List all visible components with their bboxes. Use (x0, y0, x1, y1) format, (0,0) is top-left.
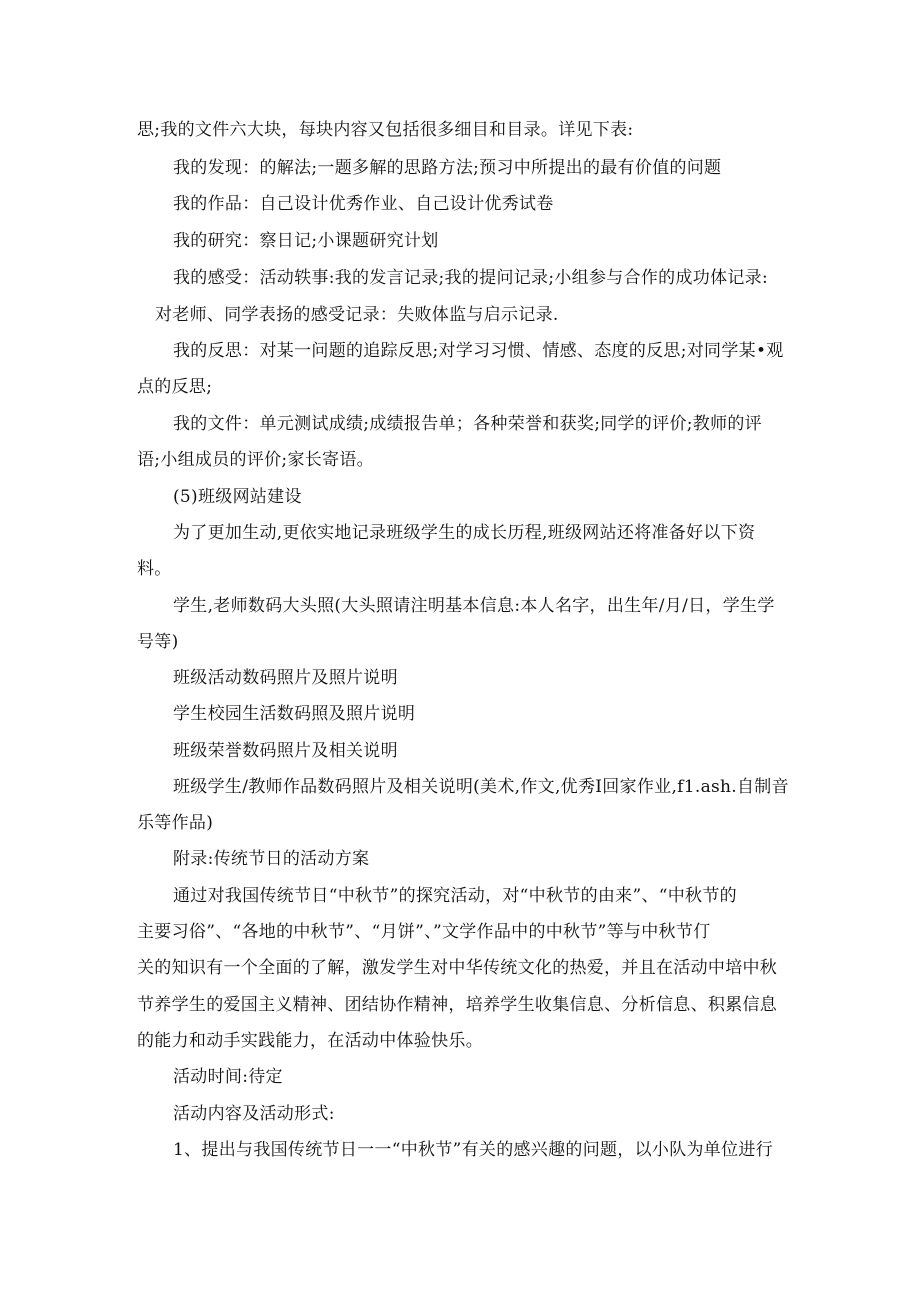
text-line: 的能力和动手实践能力，在活动中体验快乐。 (137, 1031, 483, 1051)
text-line: 为了更加生动,更依实地记录班级学生的成长历程,班级网站还将准备好以下资 (173, 523, 756, 543)
text-line: 我的研究：察日记;小课题研究计划 (173, 231, 439, 251)
text-line: 1、提出与我国传统节日一一“中秋节”有关的感兴趣的问题，以小队为单位进行 (173, 1140, 773, 1160)
text-line: 料。 (137, 559, 172, 579)
text-line: 点的反思; (137, 377, 213, 397)
text-line: 学生校园生活数码照及照片说明 (173, 704, 416, 724)
text-line: 学生,老师数码大头照(大头照请注明基本信息:本人名字，出生年/月/日，学生学 (173, 596, 775, 616)
text-line: 通过对我国传统节日“中秋节”的探究活动，对“中秋节的由来”、“中秋节的 (173, 886, 737, 906)
text-line: 思;我的文件六大块，每块内容又包括很多细目和目录。详见下表: (137, 120, 634, 140)
text-line: 我的作品：自己设计优秀作业、自己设计优秀试卷 (173, 194, 554, 214)
text-line: 班级活动数码照片及照片说明 (173, 668, 398, 688)
text-line: 语;小组成员的评价;家长寄语。 (137, 450, 374, 470)
text-line: 节养学生的爱国主义精神、团结协作精神，培养学生收集信息、分析信息、积累信息 (137, 995, 778, 1015)
text-line: 我的文件：单元测试成绩;成绩报告单；各种荣誉和获奖;同学的评价;教师的评 (173, 414, 762, 434)
text-line: 活动时间:待定 (173, 1067, 283, 1087)
text-line: 我的感受：活动轶事:我的发言记录;我的提问记录;小组参与合作的成功体记录: (173, 268, 769, 288)
text-line: 主要习俗”、“各地的中秋节”、“月饼”、”文学作品中的中秋节”等与中秋节仃 (137, 922, 711, 942)
text-line: 班级学生/教师作品数码照片及相关说明(美术,作文,优秀I回家作业,f1.ash.自制音 (173, 777, 789, 797)
text-line: 活动内容及活动形式: (173, 1104, 335, 1124)
section-heading: (5)班级网站建设 (173, 487, 302, 507)
text-line: 我的反思：对某一问题的追踪反思;对学习习惯、情感、态度的反思;对同学某•观 (173, 341, 784, 361)
text-line: 号等) (137, 632, 179, 652)
text-line: 班级荣誉数码照片及相关说明 (173, 741, 398, 761)
text-line: 关的知识有一个全面的了解，激发学生对中华传统文化的热爱，并且在活动中培中秋 (137, 958, 778, 978)
text-line: 对老师、同学表扬的感受记录：失败体监与启示记录. (155, 305, 559, 325)
section-heading: 附录:传统节日的活动方案 (173, 849, 370, 869)
text-line: 乐等作品) (137, 813, 214, 833)
text-line: 我的发现：的解法;一题多解的思路方法;预习中所提出的最有价值的问题 (173, 158, 722, 178)
